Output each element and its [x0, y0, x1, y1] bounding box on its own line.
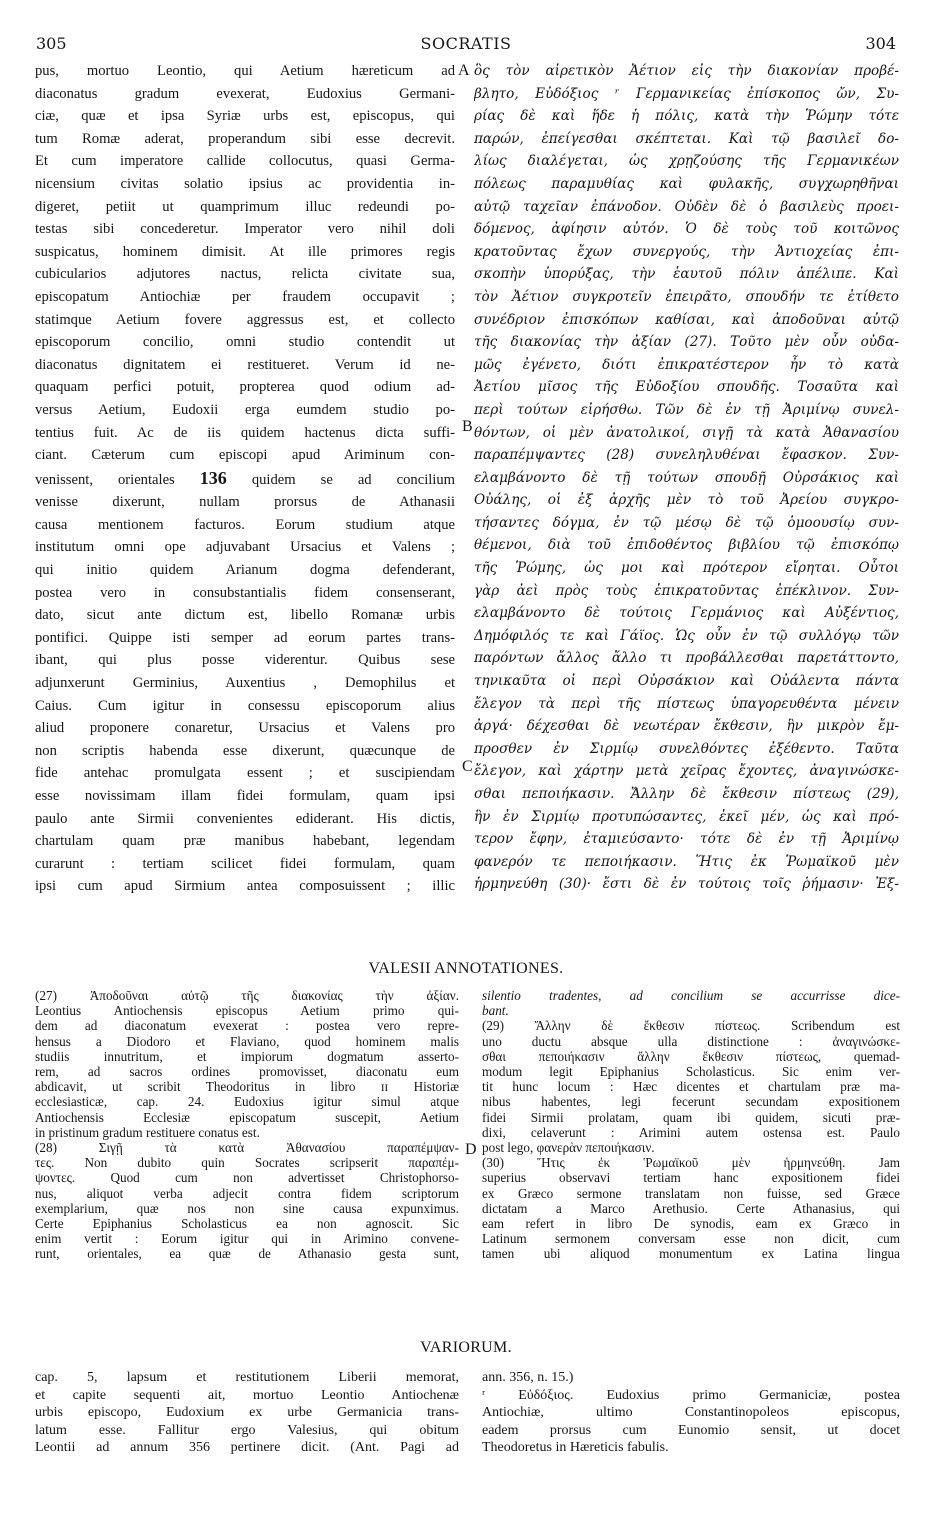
text-line: [482, 1369, 900, 1387]
line-text: γὰρ ἀεὶ πρὸς τοὺς ἐπικρατοῦντας ἐπέκλινον. Συν-: [474, 582, 899, 599]
text-line: [35, 785, 455, 808]
text-line: [35, 536, 455, 559]
text-line: [474, 173, 899, 196]
line-text: studiis innutritum, et impiorum dogmatum asserto-: [35, 1048, 459, 1064]
line-text: περὶ τούτων εἰρήσθω. Τῶν δὲ ἐν τῇ Ἀριμίνῳ συνελ-: [474, 401, 899, 418]
line-text: Antiochiæ, ultimo Constantinopoleos episcopus,: [482, 1405, 900, 1421]
text-line: [35, 1140, 459, 1155]
line-text: quaquam perfici potuit, propterea quod odium ad-: [35, 379, 455, 396]
line-text: Antiochensis Ecclesiæ episcopatum suscepit, Aetium: [35, 1109, 459, 1125]
line-text: ipsi cum apud Sirmium antea composuissent ; illic: [35, 878, 455, 895]
text-line: [35, 376, 455, 399]
line-text: causa mentionem facturos. Eorum studium atque: [35, 516, 455, 533]
text-line: [35, 444, 455, 467]
line-text: σκοπὴν ὑπορύξας, τὴν ἑαυτοῦ πόλιν ἀπέλιπε. Καὶ: [474, 266, 899, 283]
text-line: [482, 1079, 900, 1094]
margin-letter-c: C: [462, 758, 473, 775]
line-text: tentius fuit. Ac de iis quidem hactenus dicta suffi-: [35, 424, 455, 441]
text-line: [474, 331, 899, 354]
inline-page-number: 136: [199, 467, 227, 488]
line-text: diaconatus dignitatem ei restitueret. Verum id ne-: [35, 356, 455, 373]
line-text: nus, aliquot verba adjecit contra fidem scriptorum: [35, 1185, 459, 1201]
line-text: nicensium civitas solatio ipsius ac providentia in-: [35, 175, 455, 192]
line-text: pontifici. Quippe isti semper ad eorum partes trans-: [35, 629, 455, 646]
line-text: pus, mortuo Leontio, qui Aetium hæreticum ad: [35, 63, 455, 79]
text-line: [474, 828, 899, 851]
text-line: [35, 286, 455, 309]
text-line: [35, 875, 455, 898]
text-line: [35, 604, 455, 627]
text-line: [474, 602, 899, 625]
line-text: bant.: [482, 1003, 509, 1019]
line-text: fide antehac promulgata essent ; et suscipiendam: [35, 765, 455, 782]
text-line: [35, 808, 455, 831]
line-text: τῆς διακονίας τὴν ἀξίαν (27). Τοῦτο μὲν οὖν οὐδα-: [474, 334, 899, 351]
margin-letter-a: A: [458, 62, 470, 79]
text-line: [474, 873, 899, 896]
line-text: tamen ubi aliquod monumentum ex Latina lingua: [482, 1246, 900, 1262]
line-text: Οὐάλης, οἱ ἐξ ἀρχῆς μὲν τὸ τοῦ Ἀρείου συγκρο-: [474, 492, 899, 509]
line-text: τῆς Ῥώμης, ὡς μοι καὶ πρότερον εἴρηται. Οὗτοι: [474, 560, 899, 577]
text-line: [35, 1186, 459, 1201]
line-text: runt, orientales, ea quæ de Athanasio gesta sunt,: [35, 1246, 459, 1262]
text-line: [35, 1094, 459, 1109]
line-text: post lego, φανερὰν πεποιήκασιν.: [482, 1140, 655, 1156]
line-text: ἔλεγον, καὶ χάρτην μετὰ χεῖρας ἔχοντες, ἀναγινώσκε-: [474, 763, 899, 780]
text-line: [474, 512, 899, 535]
line-text: ὃς τὸν αἱρετικὸν Ἀέτιον εἰς τὴν διακονίαν προβέ-: [474, 63, 899, 79]
line-text: τὸν Ἀέτιον συγκροτεῖν ἐπειρᾶτο, σπουδήν τε ἐτίθετο: [474, 288, 899, 305]
text-line: [474, 196, 899, 219]
line-text: ἔλεγον τὰ περὶ τῆς πίστεως ὑπαγορευθέντα μένειν: [474, 695, 899, 712]
line-text: statimque Aetium fovere aggressus est, et collecto: [35, 311, 455, 328]
text-line: [474, 715, 899, 738]
text-line: [474, 150, 899, 173]
text-line: [482, 1170, 900, 1185]
text-line: [35, 740, 455, 763]
line-text: συνέδριον ἐπισκόπων καθίσαι, καὶ ἀποδοῦναι αὐτῷ: [474, 311, 899, 328]
line-text: ρίας δὲ καὶ ἥδε ἡ πόλις, κατὰ τὴν Ῥώμην τότε: [474, 108, 899, 125]
line-text: nibus habentes, legi fecerunt secundam expositionem: [482, 1094, 900, 1110]
text-line: [35, 1216, 459, 1231]
line-text: dictatam a Marco Arethusio. Certe Athanasius, qui: [482, 1200, 900, 1216]
line-text: cubicularios adjutores nactus, relicta civitate sua,: [35, 266, 455, 283]
line-text: non scriptis habenda esse dixerunt, quæcunque de: [35, 742, 455, 759]
line-text: postea vero in consubstantialis fidem consenserant,: [35, 584, 455, 601]
margin-letter-d: D: [465, 1141, 477, 1158]
line-text: tum Romæ aderat, properandum sibi esse decrevit.: [35, 130, 455, 147]
text-line: [35, 1034, 459, 1049]
line-text: ἣν ἐν Σιρμίῳ προτυπώσαντες, ἐκεῖ μέν, ὡς καὶ πρό-: [474, 808, 899, 825]
line-text: σθαι πεποιήκασιν. Ἄλλην δὲ ἔκθεσιν πίστεως (29),: [474, 786, 899, 802]
text-line: [474, 693, 899, 716]
line-text: silentio tradentes, ad concilium se accurrisse dice-: [482, 988, 900, 1003]
line-text: ciant. Cæterum cum episcopi apud Ariminum con-: [35, 447, 455, 464]
line-text: fidei Sirmii prolatam, quam ibi quidem, sicuti præ-: [482, 1109, 900, 1125]
line-text: Caius. Cum igitur in consessu episcoporum alius: [35, 697, 455, 714]
text-line: [35, 491, 455, 514]
text-line: [35, 1079, 459, 1094]
line-text: τες. Non dubito quin Socrates scripserit παραπέμ-: [35, 1155, 459, 1171]
text-line: [482, 1049, 900, 1064]
text-line: [474, 534, 899, 557]
text-line: [35, 1110, 459, 1125]
text-line: [482, 1439, 900, 1457]
line-text: ελαμβάνοντο δὲ τούτοις Γερμάνιος καὶ Αὐξέντιος,: [474, 605, 899, 622]
text-line: [35, 128, 455, 151]
text-line: [35, 1422, 459, 1440]
text-line: [474, 309, 899, 332]
line-text: ann. 356, n. 15.): [482, 1370, 574, 1385]
text-line: [474, 105, 899, 128]
text-line: [474, 580, 899, 603]
text-line: [35, 582, 455, 605]
line-text: Ἀετίου μῖσος τῆς Εὐδοξίου σπουδῆς. Τοσαῦτα καὶ: [474, 379, 899, 396]
greek-text-column: [474, 60, 899, 896]
line-text: episcopatum Antiochiæ per fraudem occupavit ;: [35, 288, 455, 305]
text-line: [474, 806, 899, 829]
text-line: [35, 1155, 459, 1170]
line-text: (28) Σιγῇ τὰ κατὰ Ἀθανασίου παραπέμψαν-: [35, 1140, 459, 1156]
text-line: [35, 514, 455, 537]
line-text: μῶς ἐγένετο, διότι ἐπικρατέστερον ἦν τὸ κατὰ: [474, 356, 899, 373]
text-line: [482, 1186, 900, 1201]
line-text: urbis episcopo, Eudoxium ex urbe Germanicia trans-: [35, 1405, 459, 1421]
text-line: [35, 649, 455, 672]
line-text: exemplarium, quæ nos non sine causa expunximus.: [35, 1200, 459, 1216]
text-line: [35, 331, 455, 354]
text-line: [482, 1387, 900, 1405]
line-text: ἀργά· δέχεσθαι δὲ νεωτέραν ἔκθεσιν, ἣν μικρὸν ἔμ-: [474, 718, 899, 735]
text-line: [474, 399, 899, 422]
line-text: φανερόν τε πεποιήκασιν. Ἥτις ἐκ Ῥωμαϊκοῦ μὲν: [474, 853, 899, 870]
line-text: Δημόφιλός τε καὶ Γάϊος. Ὡς οὖν ἐν τῷ συλλόγῳ τῶν: [474, 627, 899, 644]
line-text: rem, ad sacros ordines promovisset, diaconatu eum: [35, 1064, 459, 1080]
line-text: cap. 5, lapsum et restitutionem Liberii memorat,: [35, 1370, 459, 1385]
text-line: [474, 60, 899, 83]
line-text: tit hunc locum : Hæc dicentes et chartulam præ ma-: [482, 1079, 900, 1095]
text-line: [35, 309, 455, 332]
line-text: θέμενοι, διὰ τοῦ ἐπιδοθέντος βιβλίου τῷ ἐπισκόπῳ: [474, 537, 899, 554]
text-line: [35, 263, 455, 286]
text-line: [474, 218, 899, 241]
line-text: (29) Ἄλλην δὲ ἔκθεσιν πίστεως. Scribendum est: [482, 1018, 900, 1034]
line-text: quidem se ad concilium: [251, 471, 455, 488]
line-text: Theodoretus in Hæreticis fabulis.: [482, 1440, 669, 1456]
text-line: [35, 1387, 459, 1405]
line-text: παραπέμψαντες (28) συνεληλυθέναι ἔφασκον. Συν-: [474, 447, 899, 464]
text-line: [35, 1246, 459, 1261]
text-line: [474, 851, 899, 874]
line-text: modum legit Epiphanius Scholasticus. Sic enim ver-: [482, 1064, 900, 1080]
line-text: Latinum sermonem conversam esse non dicit, cum: [482, 1231, 900, 1247]
text-line: [35, 1064, 459, 1079]
text-line: [474, 670, 899, 693]
text-line: [35, 717, 455, 740]
text-line: [35, 399, 455, 422]
notes-heading: VALESII ANNOTATIONES.: [368, 960, 564, 977]
text-line: [482, 1155, 900, 1170]
line-text: ciæ, quæ et ipsa Syriæ urbs est, episcopus, qui: [35, 108, 455, 125]
line-text: curarunt : tertiam scilicet fidei formulam, quam: [35, 855, 455, 872]
text-line: [35, 60, 455, 83]
text-line: [474, 557, 899, 580]
text-line: [35, 422, 455, 445]
text-line: [474, 647, 899, 670]
text-line: [35, 988, 459, 1003]
text-line: [474, 263, 899, 286]
text-line: [474, 444, 899, 467]
line-text: ecclesiasticæ, cap. 24. Eudoxius igitur simul atque: [35, 1094, 459, 1110]
text-line: [482, 1034, 900, 1049]
line-text: enim vertit : Eorum igitur qui in Arimino convene-: [35, 1231, 459, 1247]
text-line: [474, 376, 899, 399]
line-text: qui initio quidem Arianum dogma defenderant,: [35, 562, 455, 579]
notes-right-column: [482, 988, 900, 1262]
page-number-left: 305: [36, 34, 67, 53]
line-text: adjunxerunt Germinius, Auxentius , Demophilus et: [35, 675, 455, 692]
text-line: [482, 1110, 900, 1125]
line-text: superius observavi tertiam hanc expositionem fidei: [482, 1170, 900, 1186]
line-text: (30) Ἥτις ἐκ Ῥωμαϊκοῦ μὲν ἡρμηνεύθη. Jam: [482, 1155, 900, 1171]
text-line: [482, 1125, 900, 1140]
text-line: [474, 128, 899, 151]
text-line: [474, 760, 899, 783]
line-text: uno ductu absque ulla distinctione : ἀναγινώσκε-: [482, 1033, 900, 1049]
text-line: [482, 1216, 900, 1231]
text-line: [35, 1201, 459, 1216]
text-line: [35, 627, 455, 650]
text-line: [35, 830, 455, 853]
line-text: dem ad diaconatum evexerat : postea vero repre-: [35, 1018, 459, 1034]
notes-left-column: [35, 988, 459, 1262]
line-text: Leontii ad annum 356 pertinere dicit. (Ant. Pagi ad: [35, 1440, 459, 1456]
latin-text-column: [35, 60, 455, 898]
text-line: [474, 467, 899, 490]
text-line: [482, 1231, 900, 1246]
variorum-right-column: [482, 1369, 900, 1457]
line-text: ψοντες. Quod cum non advertisset Christophorso-: [35, 1170, 459, 1186]
text-line: [482, 1201, 900, 1216]
text-line: [35, 1439, 459, 1457]
text-line: [35, 853, 455, 876]
running-title: SOCRATIS: [420, 34, 512, 53]
text-line: [35, 1170, 459, 1185]
line-text: episcoporum concilio, omni studio contendit ut: [35, 334, 455, 351]
text-line: [35, 559, 455, 582]
text-line: [482, 1404, 900, 1422]
text-line: [35, 173, 455, 196]
line-text: suspicatus, hominem dimisit. At ille primores regis: [35, 243, 455, 260]
line-text: αὐτῷ ταχεῖαν ἐπάνοδον. Οὐδὲν δὲ ὁ βασιλεὺς προει-: [474, 198, 899, 215]
line-text: venisse dixerunt, nullam prorsus de Athanasii: [35, 494, 455, 511]
line-text: testas sibi concederetur. Imperator vero nihil doli: [35, 221, 455, 238]
text-line: [35, 695, 455, 718]
line-text: θόντων, οἱ μὲν ἀνατολικοί, σιγῇ τὰ κατὰ Ἀθανασίου: [474, 424, 899, 441]
line-text: venissent, orientales: [35, 471, 175, 488]
text-line: [35, 150, 455, 173]
line-text: ex Græco sermone translatam non fuisse, sed Græce: [482, 1185, 900, 1201]
line-text: dixi, celaverunt : Arimini autem ostensa est. Paulo: [482, 1124, 900, 1140]
line-text: institutum omni ope adjuvabant Ursacius et Valens ;: [35, 539, 455, 556]
text-line: [474, 625, 899, 648]
text-line: [35, 762, 455, 785]
text-line: [474, 738, 899, 761]
text-line: [35, 241, 455, 264]
text-line: [35, 1404, 459, 1422]
text-line: [35, 218, 455, 241]
text-line: [474, 286, 899, 309]
line-text: τηνικαῦτα οἱ περὶ Οὐρσάκιον καὶ Οὐάλεντα πάντα: [474, 673, 899, 690]
line-text: chartulam quam præ manibus habebant, legendam: [35, 833, 455, 850]
line-text: ἡρμηνεύθη (30)· ἔστι δὲ ἐν τούτοις τοῖς ῥήμασιν· Ἐξ-: [474, 876, 899, 893]
text-line: [35, 105, 455, 128]
line-text: κρατοῦντας ἔχων συνεργούς, τὴν Ἀντιοχείας ἐπι-: [474, 243, 899, 260]
line-text: diaconatus gradum evexerat, Eudoxius Germani-: [35, 85, 455, 102]
line-text: σθαι πεποιήκασιν ἄλλην ἔκθεσιν πίστεως, quemad-: [482, 1048, 900, 1064]
line-text: abdicavit, ut scribit Theodoritus in libro ɪɪ Historiæ: [35, 1079, 459, 1095]
text-line: [482, 1018, 900, 1033]
text-line: [35, 672, 455, 695]
text-line: [35, 354, 455, 377]
text-line: [35, 1003, 459, 1018]
line-text: hensus a Diodoro et Flaviano, quod hominem malis: [35, 1033, 459, 1049]
line-text: προσθεν ἐν Σιρμίῳ συνελθόντες ἐξέθεντο. Ταῦτα: [474, 740, 899, 757]
variorum-left-column: [35, 1369, 459, 1457]
line-text: (27) Ἀποδοῦναι αὐτῷ τῆς διακονίας τὴν ἀξίαν.: [35, 988, 459, 1003]
text-line: [474, 241, 899, 264]
line-text: dato, sicut ante dictum est, libello Romanæ urbis: [35, 607, 455, 624]
text-line: [474, 422, 899, 445]
text-line: [482, 1003, 900, 1018]
text-line: [482, 1140, 900, 1155]
line-text: ελαμβάνοντο δὲ τῇ τούτων σπουδῇ Οὐρσάκιος καὶ: [474, 469, 899, 486]
text-line: [35, 196, 455, 219]
text-line: [35, 1369, 459, 1387]
line-text: ibant, qui plus posse viderentur. Quibus sese: [35, 652, 455, 669]
line-text: esse novissimam illam fidei formulam, quam ipsi: [35, 788, 455, 804]
text-line: [474, 83, 899, 106]
line-text: λίως διαλέγεται, ὡς χρῃζούσης τῆς Γερμανικέων: [474, 153, 899, 170]
text-line: [482, 1094, 900, 1109]
text-line: [474, 783, 899, 806]
text-line: [35, 1231, 459, 1246]
line-text: δόμενος, ἀφίησιν αὐτόν. Ὁ δὲ τοὺς τοῦ κοιτῶνος: [474, 221, 899, 238]
line-text: τήσαντες δόγμα, ἐν τῷ μέσῳ δὲ τῷ ὁμοουσίῳ συν-: [474, 514, 899, 531]
text-line: [35, 1125, 459, 1140]
text-line: [35, 467, 455, 492]
line-text: paulo ante Sirmii convenientes ediderant. His dictis,: [35, 810, 455, 827]
line-text: πόλεως παραμυθίας καὶ φυλακῆς, συγχωρηθῆναι: [474, 175, 899, 192]
line-text: digeret, petiit ut quamprimum illuc redeundi po-: [35, 198, 455, 215]
line-text: ʳ Εὐδόξιος. Eudoxius primo Germaniciæ, postea: [482, 1387, 900, 1403]
text-line: [482, 1064, 900, 1079]
text-line: [474, 354, 899, 377]
line-text: παρών, ἐπείγεσθαι σκέπτεται. Καὶ τῷ βασιλεῖ δο-: [474, 130, 899, 147]
line-text: eadem prorsus cum Eunomio sensit, ut docet: [482, 1422, 900, 1438]
line-text: βλητο, Εὐδόξιος ʳ Γερμανικείας ἐπίσκοπος ὤν, Συ-: [474, 85, 899, 102]
line-text: latum esse. Fallitur ergo Valesius, qui obitum: [35, 1422, 459, 1438]
line-text: Et cum imperatore callide collocutus, quasi Germa-: [35, 153, 455, 170]
line-text: versus Aetium, Eudoxii erga eumdem studio po-: [35, 401, 455, 418]
text-line: [474, 489, 899, 512]
text-line: [35, 83, 455, 106]
text-line: [482, 1422, 900, 1440]
line-text: Certe Epiphanius Scholasticus ea non agnoscit. Sic: [35, 1216, 459, 1232]
line-text: τερον ἔφην, ἐταμιεύσαντο· τότε δὲ ἐν τῇ Ἀριμίνῳ: [474, 831, 899, 848]
text-line: [35, 1049, 459, 1064]
variorum-heading: VARIORUM.: [420, 1339, 512, 1356]
line-text: in pristinum gradum restituere conatus est.: [35, 1124, 260, 1140]
line-text: aliud proponere conaretur, Ursacius et Valens pro: [35, 720, 455, 737]
line-text: Leontius Antiochensis episcopus Aetium primo qui-: [35, 1003, 459, 1019]
line-text: παρόντων ἄλλος ἄλλο τι προβάλλεσθαι παρετάττοντο,: [474, 650, 899, 667]
line-text: et capite sequenti ait, mortuo Leontio Antiochenæ: [35, 1387, 459, 1403]
text-line: [35, 1018, 459, 1033]
page-number-right: 304: [865, 34, 896, 53]
text-line: [482, 988, 900, 1003]
margin-letter-b: B: [462, 418, 473, 435]
line-text: eam refert in libro De synodis, eam ex Græco in: [482, 1216, 900, 1232]
text-line: [482, 1246, 900, 1261]
